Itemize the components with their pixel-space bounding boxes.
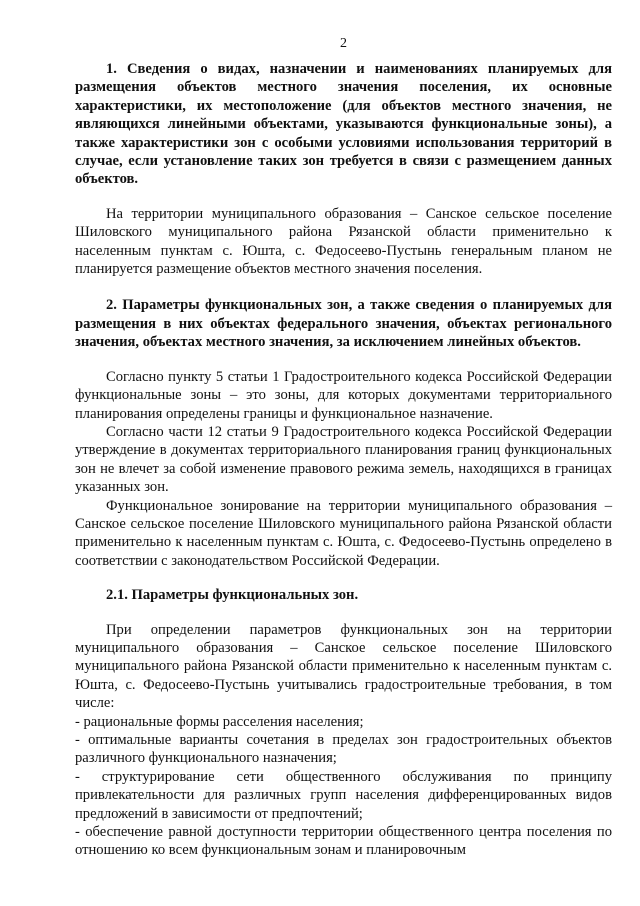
section-1-paragraph: На территории муниципального образования – Санское сельское поселение Шиловского муниципального района Рязанской области применительно к населенным пунктам с. Юшта, с. Федосеево-Пустынь генеральным планом не планируется размещение объектов местного значения поселения. (75, 205, 612, 278)
page-number: 2 (340, 36, 347, 51)
list-item: - оптимальные варианты сочетания в пределах зон градостроительных объектов различного функционального назначения; (75, 732, 612, 767)
section-2-paragraph: Согласно пункту 5 статьи 1 Градостроительного кодекса Российской Федерации функциональные зоны – это зоны, для которых документами территориального планирования определены границы и функциональное назначение. (75, 368, 612, 422)
section-2-heading: 2. Параметры функциональных зон, а также сведения о планируемых для размещения в них объектах федерального значения, объектах регионального значения, объектах местного значения, за исключением линейных объектов. (75, 297, 612, 351)
section-1-heading: 1. Сведения о видах, назначении и наименованиях планируемых для размещения объектов местного значения поселения, их основные характеристики, их местоположение (для объектов местного значения, не являющихся линейными объектами, указываются функциональные зоны), а также характеристики зон с особыми условиями использования территорий в случае, если установление таких зон требуется в связи с размещением данных объектов. (75, 61, 612, 188)
section-2-paragraph: Согласно части 12 статьи 9 Градостроительного кодекса Российской Федерации утверждение в документах территориального планирования границ функциональных зон не влечет за собой изменение правового режима земель, находящихся в границах указанных зон. (75, 423, 612, 496)
document-page (75, 0, 612, 860)
list-item: - рациональные формы расселения населения; (75, 713, 364, 730)
section-2-1-intro: При определении параметров функциональных зон на территории муниципального образования – Санское сельское поселение Шиловского муниципального района Рязанской области применительно к населенным пунктам с. Юшта, с. Федосеево-Пустынь учитывались градостроительные требования, в том числе: (75, 621, 612, 712)
section-2-1-heading: 2.1. Параметры функциональных зон. (106, 587, 359, 604)
section-2-paragraph: Функциональное зонирование на территории муниципального образования – Санское сельское поселение Шиловского муниципального района Рязанской области применительно к населенным пунктам с. Юшта, с. Федосеево-Пустынь определено в соответствии с законодательством Российской Федерации. (75, 497, 612, 569)
list-item: - обеспечение равной доступности территории общественного центра поселения по отношению ко всем функциональным зонам и планировочным (75, 824, 612, 859)
list-item: - структурирование сети общественного обслуживания по принципу привлекательности для различных групп населения дифференцированных видов предложений в зависимости от предпочтений; (75, 768, 612, 822)
